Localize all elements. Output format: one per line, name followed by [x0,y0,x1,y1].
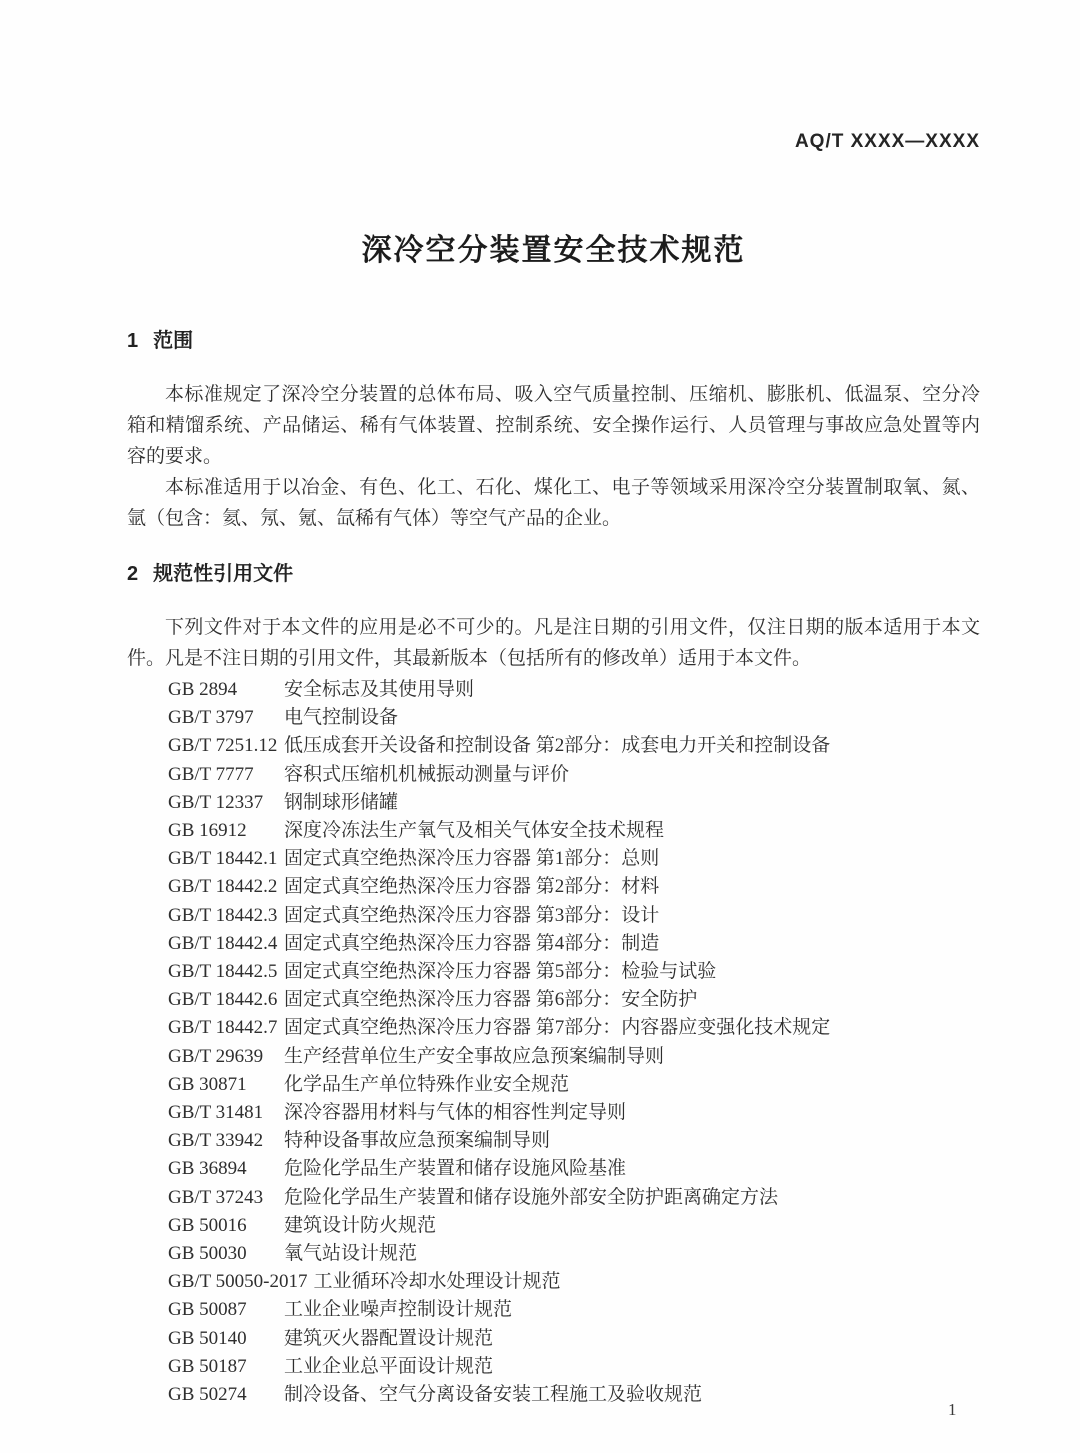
standard-code-header: AQ/T XXXX—XXXX [794,131,980,152]
reference-item [168,761,980,789]
reference-item [168,1043,980,1071]
document-title: 深冷空分装置安全技术规范 [361,234,746,267]
reference-title: 固定式真空绝热深冷压力容器 第6部分：安全防护 [284,989,698,1011]
reference-item [168,1353,980,1381]
reference-item [168,958,980,986]
reference-title: 工业循环冷却水处理设计规范 [313,1271,561,1293]
section-2-heading [127,562,980,586]
reference-code: GB 50140 [168,1327,247,1349]
reference-code: GB 50030 [168,1243,247,1265]
reference-title: 容积式压缩机机械振动测量与评价 [284,763,570,785]
reference-title: 深度冷冻法生产氧气及相关气体安全技术规程 [284,820,665,842]
reference-item [168,902,980,930]
reference-item [168,1212,980,1240]
reference-code: GB/T 18442.6 [168,989,278,1011]
reference-item [168,986,980,1014]
section-2-title: 规范性引用文件 [153,563,294,585]
reference-title: 特种设备事故应急预案编制导则 [284,1130,551,1152]
reference-code: GB 2894 [168,679,238,700]
reference-code: GB/T 37243 [168,1186,264,1208]
reference-item [168,789,980,817]
reference-code: GB 30871 [168,1073,247,1095]
reference-title: 氧气站设计规范 [284,1243,418,1265]
reference-title: 安全标志及其使用导则 [284,679,475,700]
references-intro-paragraph: 下列文件对于本文件的应用是必不可少的。凡是注日期的引用文件，仅注日期的版本适用于本文件。凡是不注日期的引用文件，其最新版本（包括所有的修改单）适用于本文件。 [127,617,980,669]
page-number: 1 [948,1400,957,1419]
reference-item [168,873,980,901]
reference-item [168,1296,980,1324]
reference-code: GB 50187 [168,1355,247,1377]
reference-code: GB/T 18442.3 [168,904,278,926]
reference-item [168,1071,980,1099]
reference-title: 固定式真空绝热深冷压力容器 第1部分：总则 [284,848,660,870]
reference-item [168,1240,980,1268]
reference-code: GB/T 18442.2 [168,876,278,898]
reference-title: 低压成套开关设备和控制设备 第2部分：成套电力开关和控制设备 [284,735,831,757]
reference-title: 电气控制设备 [284,707,399,729]
reference-code: GB/T 7251.12 [168,735,278,757]
reference-title: 化学品生产单位特殊作业安全规范 [284,1073,570,1095]
section-1-heading [127,329,980,353]
reference-item [168,817,980,845]
reference-title: 钢制球形储罐 [284,791,399,813]
reference-item [168,1014,980,1042]
reference-code: GB/T 29639 [168,1045,264,1067]
reference-title: 生产经营单位生产安全事故应急预案编制导则 [284,1045,665,1067]
reference-code: GB 36894 [168,1158,247,1180]
reference-title: 固定式真空绝热深冷压力容器 第5部分：检验与试验 [284,961,717,983]
reference-title: 工业企业噪声控制设计规范 [284,1299,513,1321]
reference-title: 固定式真空绝热深冷压力容器 第4部分：制造 [284,932,660,954]
reference-code: GB/T 33942 [168,1130,264,1152]
reference-code: GB 16912 [168,820,247,842]
section-2-number: 2 [127,563,139,585]
reference-item [168,930,980,958]
reference-code: GB/T 18442.4 [168,932,278,954]
reference-title: 建筑灭火器配置设计规范 [284,1327,494,1349]
reference-code: GB/T 12337 [168,791,264,813]
scope-paragraph-1: 本标准规定了深冷空分装置的总体布局、吸入空气质量控制、压缩机、膨胀机、低温泵、空分冷箱和精馏系统、产品储运、稀有气体装置、控制系统、安全操作运行、人员管理与事故应急处置等内容的要求。 [127,384,980,467]
reference-item [168,845,980,873]
reference-item [168,704,980,732]
reference-code: GB 50087 [168,1299,247,1321]
reference-title: 深冷容器用材料与气体的相容性判定导则 [284,1102,627,1124]
reference-item [168,1155,980,1183]
reference-code: GB/T 18442.7 [168,1017,278,1039]
reference-code: GB/T 7777 [168,763,254,785]
reference-item [168,1268,980,1296]
reference-item [168,1325,980,1353]
reference-title: 固定式真空绝热深冷压力容器 第3部分：设计 [284,904,660,926]
reference-item [168,1184,980,1212]
reference-title: 建筑设计防火规范 [284,1214,437,1236]
reference-title: 固定式真空绝热深冷压力容器 第7部分：内容器应变强化技术规定 [284,1017,831,1039]
reference-title: 危险化学品生产装置和储存设施外部安全防护距离确定方法 [284,1186,779,1208]
reference-title: 危险化学品生产装置和储存设施风险基准 [284,1158,627,1180]
section-1-number: 1 [127,330,139,352]
reference-code: GB/T 50050-2017 [168,1271,308,1293]
reference-item [168,1099,980,1127]
scope-paragraph-2: 本标准适用于以冶金、有色、化工、石化、煤化工、电子等领域采用深冷空分装置制取氧、氮、氩（包含：氦、氖、氪、氙稀有气体）等空气产品的企业。 [127,477,980,529]
reference-item [168,676,980,704]
reference-code: GB 50274 [168,1384,247,1406]
reference-code: GB/T 31481 [168,1102,264,1124]
section-scope [127,329,980,534]
reference-item [168,1127,980,1155]
reference-item [168,1381,980,1409]
reference-item [168,732,980,760]
reference-code: GB/T 18442.1 [168,848,278,870]
section-normative-references [127,562,980,1409]
reference-title: 制冷设备、空气分离设备安装工程施工及验收规范 [284,1384,703,1406]
reference-title: 工业企业总平面设计规范 [284,1355,494,1377]
reference-code: GB/T 3797 [168,707,254,729]
reference-title: 固定式真空绝热深冷压力容器 第2部分：材料 [284,876,660,898]
reference-code: GB/T 18442.5 [168,961,278,983]
section-1-title: 范围 [153,330,194,352]
reference-list [127,676,980,1409]
reference-code: GB 50016 [168,1214,247,1236]
